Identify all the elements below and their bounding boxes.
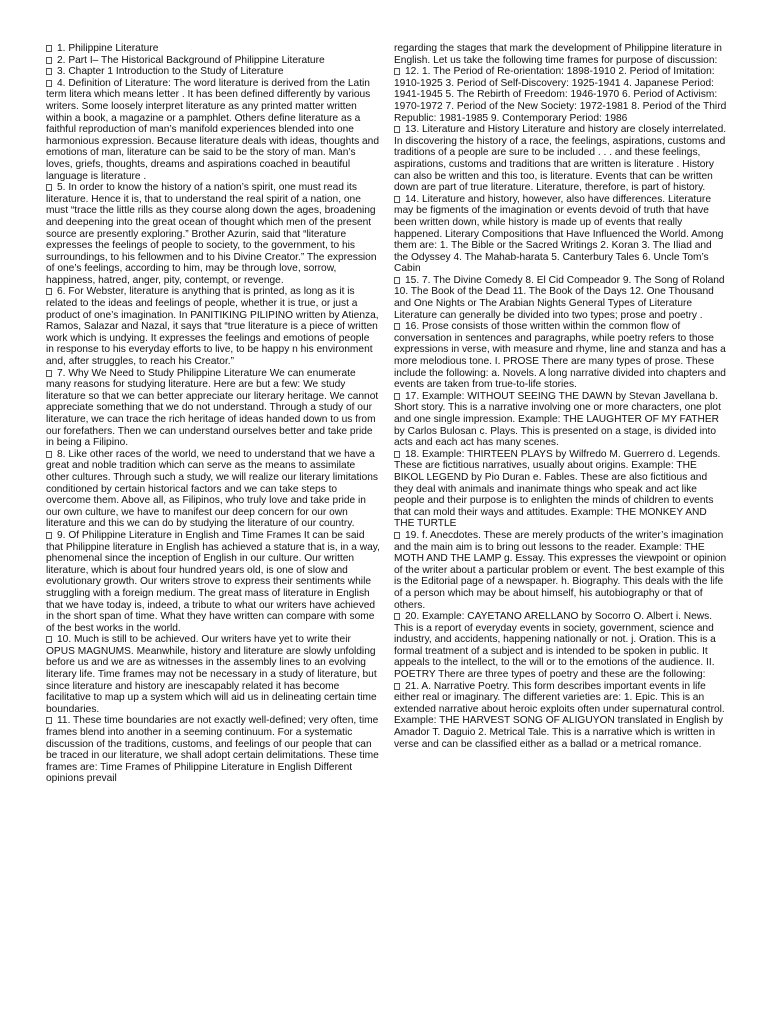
checkbox-glyph-icon: [394, 683, 400, 690]
checkbox-glyph-icon: [46, 45, 52, 52]
paragraph-text: 19. f. Anecdotes. These are merely products of the writer’s imagination and the main aim is to bring out lessons to the reader. Example: THE MOTH AND THE LAMP g. Essay. This expresses the viewpoint or opinion of the writer about a particular problem or event. The best example of this is the Editorial page of a newspaper. h. Biography. This deals with the life of a person which may be about himself, his autobiography or that of others.: [394, 529, 727, 611]
paragraph: [394, 611, 728, 681]
paragraph: [394, 194, 728, 275]
paragraph-text: 3. Chapter 1 Introduction to the Study of Literature: [57, 66, 284, 78]
paragraph: [46, 634, 380, 715]
paragraph-text: 1. Philippine Literature: [57, 43, 159, 54]
paragraph-text: 5. In order to know the history of a nation’s spirit, one must read its literature. Hence it is, that to understand the real spirit of a nation, one must “trace the little rills as they course along down the ages, broadening and deepening into the great ocean of thought which men of the present source are presently exploring.” Brother Azurin, said that “literature expresses the feelings of people to society, to the government, to his surroundings, to his fellowmen and to his Divine Creator.” The expression of one’s feelings, according to him, may be through love, sorrow, happiness, hatred, anger, pity, contempt, or revenge.: [46, 182, 377, 286]
checkbox-glyph-icon: [394, 196, 400, 203]
paragraph-text: 2. Part I– The Historical Background of Philippine Literature: [57, 54, 325, 66]
checkbox-glyph-icon: [394, 277, 400, 284]
checkbox-glyph-icon: [46, 288, 52, 295]
paragraph-text: 12. 1. The Period of Re-orientation: 1898-1910 2. Period of Imitation: 1910-1925 3. Period of Self-Discovery: 1925-1941 4. Japanese Period: 1941-1945 5. The Rebirth of Freedom: 1946-1970 6. Period of Activism: 1970-1972 7. Period of the New Society: 1972-1981 8. Period of the Third Republic: 1981-1985 9. Contemporary Period: 1986: [394, 66, 727, 124]
paragraph: [394, 275, 728, 321]
right-column: [394, 43, 728, 1024]
paragraph-text: 13. Literature and History Literature and history are closely interrelated. In discovering the history of a race, the feelings, aspirations, customs and traditions of a people are sure to be included . . . and these feelings, aspirations, customs and traditions that are written is literature . History can also be written and this too, is literature. Events that can be written down are part of true literature. Literature, therefore, is part of history.: [394, 124, 727, 194]
paragraph: [46, 530, 380, 634]
paragraph-text: 17. Example: WITHOUT SEEING THE DAWN by Stevan Javellana b. Short story. This is a narrative involving one or more characters, one plot and one single impression. Example: THE LAUGHTER OF MY FATHER by Carlos Bulosan c. Plays. This is presented on a stage, is divided into acts and each act has many scenes.: [394, 390, 721, 449]
paragraph: [394, 66, 728, 124]
paragraph: [46, 66, 380, 78]
left-column: [46, 43, 380, 1024]
paragraph-text: 18. Example: THIRTEEN PLAYS by Wilfredo M. Guerrero d. Legends. These are fictitious narratives, usually about origins. Example: THE BIKOL LEGEND by Pio Duran e. Fables. These are also fictitious and they deal with animals and inanimate things who speak and act like people and their purpose is to enlighten the minds of children to events that can mold their ways and attitudes. Example: THE MONKEY AND THE TURTLE: [394, 448, 721, 530]
paragraph-text: 4. Definition of Literature: The word literature is derived from the Latin term litera which means letter . It has been defined differently by various writers. Some loosely interpret literature as any printed matter written within a book, a magazine or a pamphlet. Others define literature as a faithful reproduction of man’s manifold experiences blended into one harmonious expression. Because literature deals with ideas, thoughts and emotions of man, literature can be said to be the story of man. Man’s loves, griefs, thoughts, dreams and aspirations coached in beautiful language is literature .: [46, 77, 379, 182]
paragraph: [46, 286, 380, 367]
paragraph-text: 10. Much is still to be achieved. Our writers have yet to write their OPUS MAGNUMS. Meanwhile, history and literature are slowly unfolding before us and we are as witnesses in the assembly lines to an evolving literary life. Time frames may not be necessary in a study of literature, but since literature and history are inescapably related it has become facilitative to map up a system which will aid us in delineating certain time boundaries.: [46, 634, 377, 715]
checkbox-glyph-icon: [394, 613, 400, 620]
paragraph-text: regarding the stages that mark the development of Philippine literature in English. Let us take the following time frames for purpose of discussion:: [394, 43, 722, 66]
checkbox-glyph-icon: [46, 68, 52, 75]
checkbox-glyph-icon: [46, 532, 52, 539]
paragraph-text: 8. Like other races of the world, we need to understand that we have a great and noble tradition which can serve as the means to assimilate other cultures. Through such a study, we will realize our literary limitations conditioned by certain historical factors and we can take steps to overcome them. Above all, as Filipinos, who truly love and take pride in our own culture, we have to manifest our deep concern for our own literature and this we can do by studying the literature of our country.: [46, 448, 378, 530]
paragraph-text: 7. Why We Need to Study Philippine Literature We can enumerate many reasons for studying literature. Here are but a few: We study literature so that we can better appreciate our literary heritage. We cannot appreciate something that we do not understand. Through a study of our literature, we can trace the rich heritage of ideas handed down to us from our forefathers. Then we can understand ourselves better and take pride in being a Filipino.: [46, 367, 379, 449]
checkbox-glyph-icon: [46, 184, 52, 191]
checkbox-glyph-icon: [46, 636, 52, 643]
paragraph: [394, 449, 728, 530]
paragraph-text: 16. Prose consists of those written within the common flow of conversation in sentences and paragraphs, while poetry refers to those expressions in verse, with measure and rhyme, line and stanza and has a more melodious tone. I. PROSE There are many types of prose. These include the following: a. Novels. A long narrative divided into chapters and events are taken from true-to-life stories.: [394, 321, 726, 391]
paragraph: [46, 449, 380, 530]
checkbox-glyph-icon: [394, 451, 400, 458]
checkbox-glyph-icon: [46, 80, 52, 87]
checkbox-glyph-icon: [394, 323, 400, 330]
paragraph: [394, 681, 728, 751]
paragraph-text: 9. Of Philippine Literature in English and Time Frames It can be said that Philippine literature in English has achieved a stature that is, in a way, phenomenal since the inception of English in our culture. Our written literature, which is about four hundred years old, is one of slow and evolutionary growth. Our writers strove to express their sentiments while struggling with a foreign medium. The great mass of literature in English that we have today is, indeed, a tribute to what our writers have achieved in the short span of time. What they have written can compare with some of the best works in the world.: [46, 529, 380, 634]
paragraph-text: 11. These time boundaries are not exactly well-defined; very often, time frames blend into another in a seeming continuum. For a systematic discussion of the traditions, customs, and feelings of our people that can be traced in our literature, we shall adopt certain delimitations. These time frames are: Time Frames of Philippine Literature in English Different opinions prevail: [46, 715, 379, 785]
paragraph: [46, 182, 380, 286]
paragraph: [46, 43, 380, 55]
paragraph: [394, 124, 728, 194]
paragraph-text: 14. Literature and history, however, also have differences. Literature may be figments of the imagination or events devoid of truth that have been written down, while history is made up of events that really happened. Literary Compositions that Have Influenced the World. Among them are: 1. The Bible or the Sacred Writings 2. Koran 3. The Iliad and the Odyssey 4. The Mahab-harata 5. Canterbury Tales 6. Uncle Tom’s Cabin: [394, 193, 724, 275]
checkbox-glyph-icon: [46, 57, 52, 64]
checkbox-glyph-icon: [394, 393, 400, 400]
paragraph-text: 6. For Webster, literature is anything that is printed, as long as it is related to the ideas and feelings of people, whether it is true, or just a product of one’s imagination. In PANITIKING PILIPINO written by Atienza, Ramos, Salazar and Nazal, it says that “true literature is a piece of written work which is undying. It expresses the feelings and emotions of people in response to his everyday efforts to live, to be happy n his environment and, after struggles, to reach his Creator.”: [46, 286, 379, 368]
paragraph: [46, 715, 380, 785]
paragraph: [46, 78, 380, 182]
checkbox-glyph-icon: [394, 532, 400, 539]
paragraph-text: 21. A. Narrative Poetry. This form describes important events in life either real or imaginary. The different varieties are: 1. Epic. This is an extended narrative about heroic exploits often under supernatural control. Example: THE HARVEST SONG OF ALIGUYON translated in English by Amador T. Daguio 2. Metrical Tale. This is a narrative which is written in verse and can be classified either as a ballad or a metrical romance.: [394, 680, 725, 750]
paragraph: [394, 530, 728, 611]
checkbox-glyph-icon: [46, 370, 52, 377]
checkbox-glyph-icon: [394, 126, 400, 133]
checkbox-glyph-icon: [394, 68, 400, 75]
paragraph-text: 15. 7. The Divine Comedy 8. El Cid Compeador 9. The Song of Roland 10. The Book of the Dead 11. The Book of the Days 12. One Thousand and One Nights or The Arabian Nights General Types of Literature Literature can generally be divided into two types; prose and poetry .: [394, 274, 725, 321]
paragraph: [46, 55, 380, 67]
paragraph-text: 20. Example: CAYETANO ARELLANO by Socorro O. Albert i. News. This is a report of everyday events in society, government, science and industry, and accidents, happening nationally or not. j. Oration. This is a formal treatment of a subject and is intended to be spoken in public. It appeals to the intellect, to the will or to the emotions of the audience. II. POETRY There are three types of poetry and these are the following:: [394, 611, 716, 681]
paragraph: [394, 43, 728, 66]
paragraph: [46, 368, 380, 449]
paragraph: [394, 391, 728, 449]
checkbox-glyph-icon: [46, 717, 52, 724]
paragraph: [394, 321, 728, 391]
checkbox-glyph-icon: [46, 451, 52, 458]
